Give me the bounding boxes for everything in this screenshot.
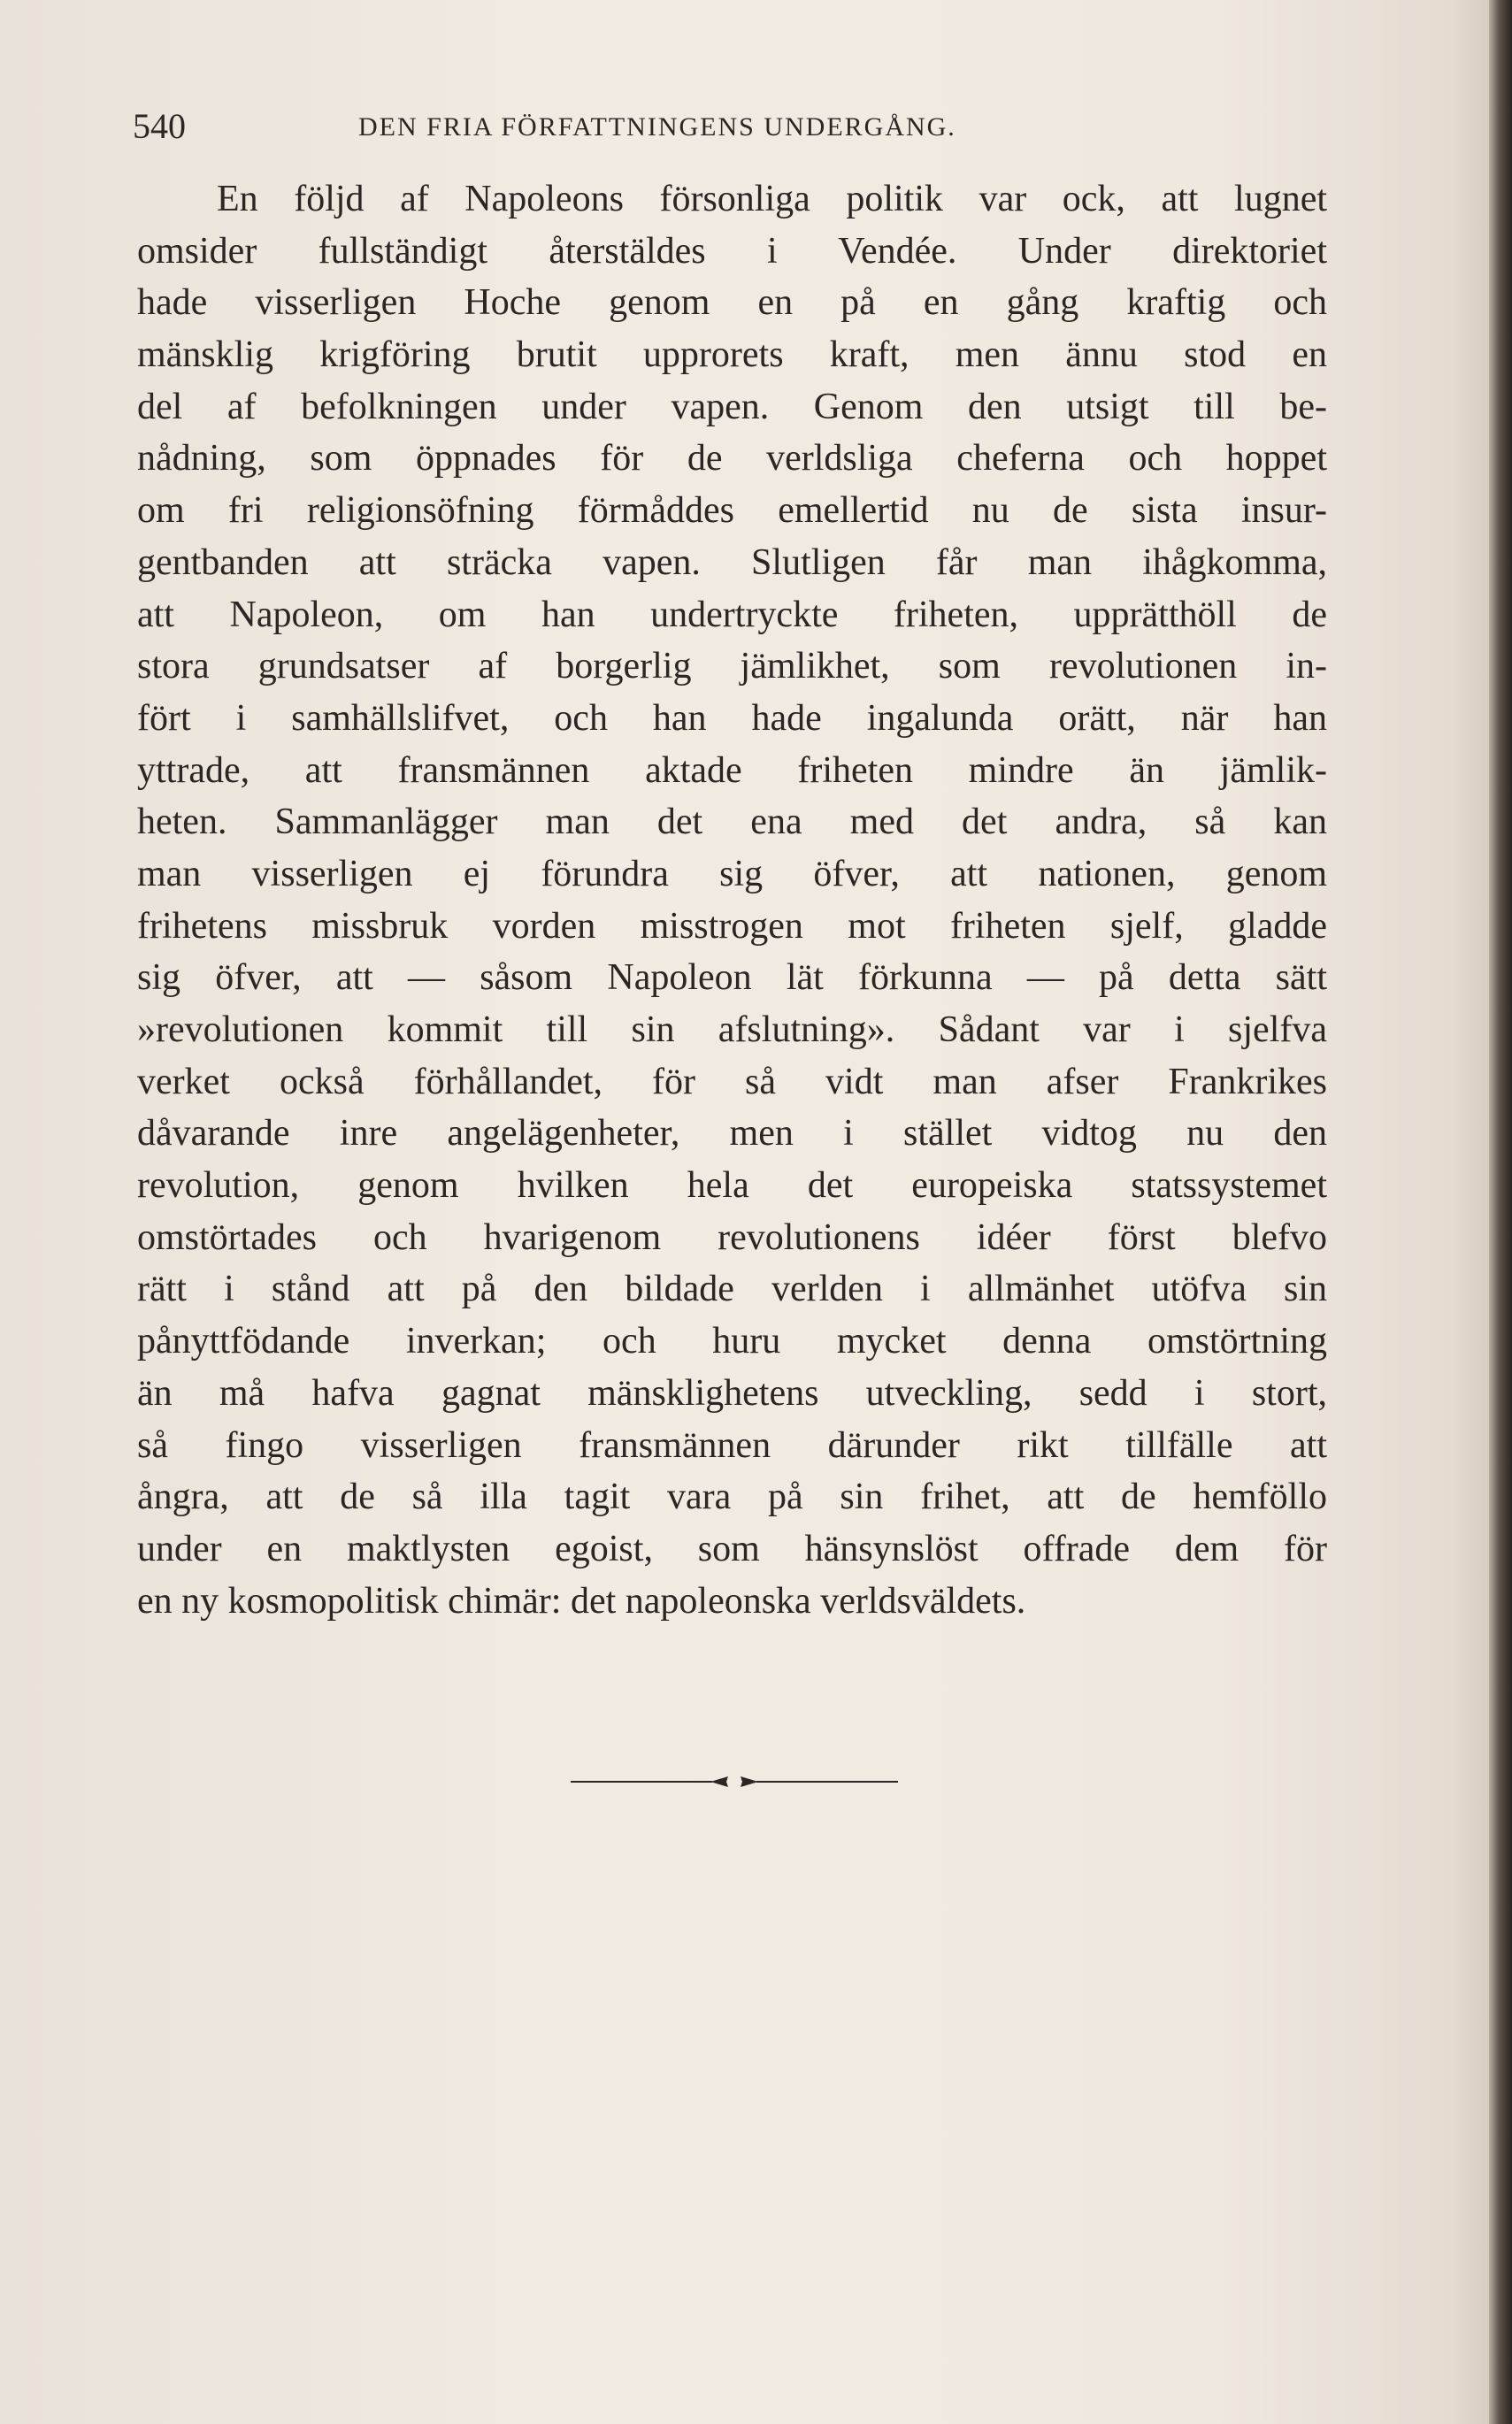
text-line: pånyttfödande inverkan; och huru mycket denna omstörtning — [137, 1321, 1327, 1362]
text-line: om fri religionsöfning förmåddes emellertid nu de sista insur- — [137, 490, 1327, 532]
text-line: en ny kosmopolitisk chimär: det napoleonska verldsväldets. — [137, 1580, 1026, 1622]
text-line: En följd af Napoleons försonliga politik var ock, att lugnet — [217, 179, 1327, 219]
text-line: heten. Sammanlägger man det ena med det andra, så kan — [137, 802, 1327, 843]
page-number: 540 — [133, 106, 186, 146]
text-line: yttrade, att fransmännen aktade friheten mindre än jämlik- — [137, 749, 1327, 791]
text-line: nådning, som öppnades för de verldsliga cheferna och hoppet — [137, 438, 1327, 479]
text-line: mänsklig krigföring brutit upprorets kraft, men ännu stod en — [137, 334, 1327, 376]
text-line: »revolutionen kommit till sin afslutning». Sådant var i sjelfva — [137, 1009, 1327, 1050]
text-line: gentbanden att sträcka vapen. Slutligen får man ihågkomma, — [137, 541, 1327, 583]
text-line: omstörtades och hvarigenom revolutionens idéer först blefvo — [137, 1216, 1327, 1258]
end-ornament — [571, 1773, 898, 1791]
text-line: ångra, att de så illa tagit vara på sin frihet, att de hemföllo — [137, 1477, 1327, 1518]
running-head: DEN FRIA FÖRFATTNINGENS UNDERGÅNG. — [358, 112, 956, 142]
text-line: än må hafva gagnat mänsklighetens utveckling, sedd i stort, — [137, 1372, 1327, 1414]
text-line: fört i samhällslifvet, och han hade ingalunda orätt, när han — [137, 697, 1327, 739]
text-line: verket också förhållandet, för så vidt man afser Frankrikes — [137, 1061, 1327, 1102]
text-line: frihetens missbruk vorden misstrogen mot friheten sjelf, gladde — [137, 905, 1327, 947]
text-line: så fingo visserligen fransmännen därunder rikt tillfälle att — [137, 1424, 1327, 1466]
body-paragraph — [137, 173, 1327, 1627]
text-line: man visserligen ej förundra sig öfver, att nationen, genom — [137, 853, 1327, 894]
text-line: rätt i stånd att på den bildade verlden i allmänhet utöfva sin — [137, 1269, 1327, 1310]
text-line: att Napoleon, om han undertryckte friheten, upprätthöll de — [137, 594, 1327, 635]
text-line: hade visserligen Hoche genom en på en gång kraftig och — [137, 282, 1327, 324]
page-edge — [1489, 0, 1512, 2424]
text-line: revolution, genom hvilken hela det europeiska statssystemet — [137, 1165, 1327, 1207]
text-line: omsider fullständigt återstäldes i Vendée. Under direktoriet — [137, 230, 1327, 272]
page-header — [133, 104, 1327, 149]
text-line: under en maktlysten egoist, som hänsynslöst offrade dem för — [137, 1528, 1327, 1569]
text-line: del af befolkningen under vapen. Genom den utsigt till be- — [137, 386, 1327, 427]
text-line: stora grundsatser af borgerlig jämlikhet, som revolutionen in- — [137, 646, 1327, 687]
text-line: sig öfver, att — såsom Napoleon lät förkunna — på detta sätt — [137, 957, 1327, 999]
text-line: dåvarande inre angelägenheter, men i stället vidtog nu den — [137, 1113, 1327, 1154]
